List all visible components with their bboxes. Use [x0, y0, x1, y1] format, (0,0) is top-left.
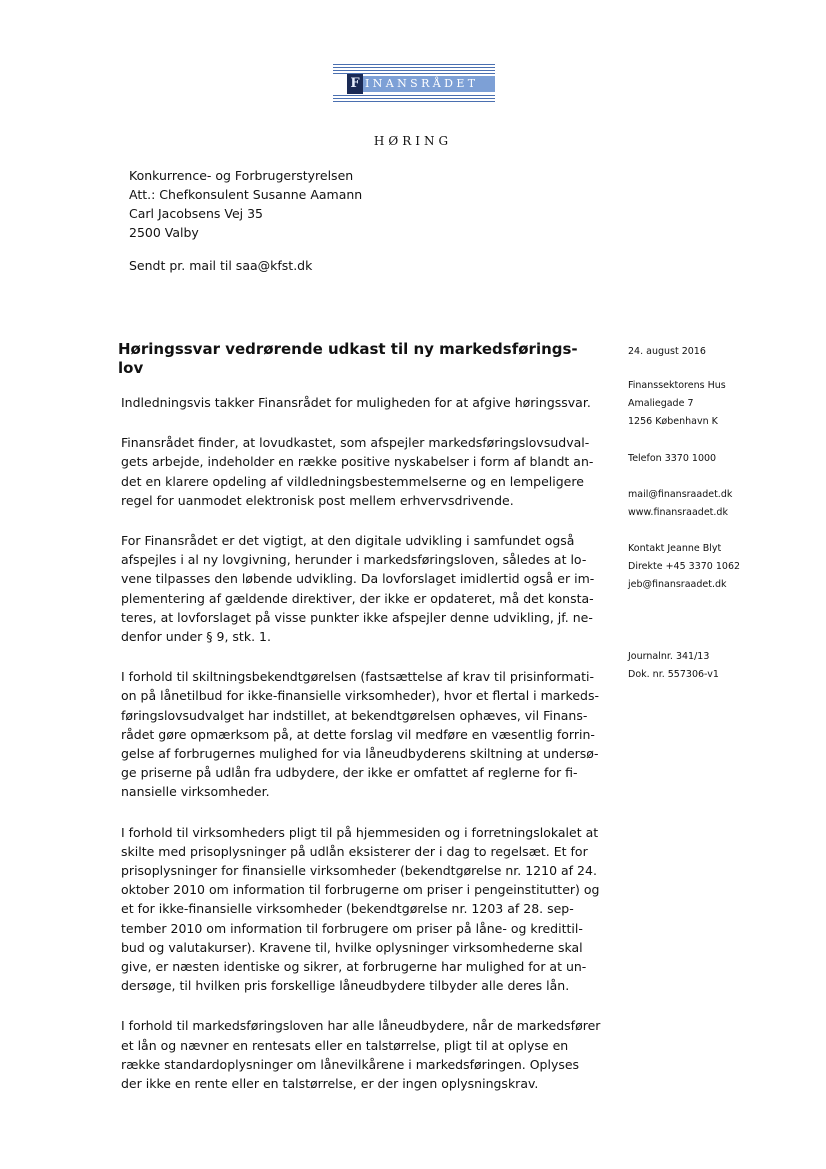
letter-date: 24. august 2016	[628, 346, 706, 357]
body-line: nansielle virksomheder.	[121, 784, 270, 800]
paragraph	[121, 1016, 601, 1093]
body-line: regel for uanmodet elektronisk post mellem erhvervsdrivende.	[121, 492, 514, 508]
body-line: ge priserne på udlån fra udbydere, der ikke er omfattet af reglerne for fi-	[121, 765, 578, 781]
sender-line: 1256 København K	[628, 416, 718, 427]
recipient-address	[129, 166, 362, 242]
sender-web	[628, 486, 732, 522]
logo-word: INANSRÅDET	[365, 77, 479, 90]
contact-info	[628, 540, 740, 594]
body-line: I forhold til virksomheders pligt til på hjemmesiden og i forretningslokalet at	[121, 824, 599, 840]
document-number: Dok. nr. 557306-v1	[628, 669, 719, 680]
body-line: gets arbejde, indeholder en række positive nyskabelser i form af blandt an-	[121, 454, 594, 470]
letter-body	[121, 393, 601, 1114]
sender-line: Amaliegade 7	[628, 398, 694, 409]
body-line: I forhold til markedsføringsloven har alle låneudbydere, når de markedsfører	[121, 1018, 601, 1034]
logo-letter: F	[347, 74, 363, 94]
sender-phone: Telefon 3370 1000	[628, 453, 717, 464]
contact-direct: Direkte +45 3370 1062	[628, 561, 741, 572]
body-line: teres, at lovforslaget på visse punkter ikke afspejler denne udvikling, jf. ne-	[121, 609, 593, 625]
body-line: tember 2010 om information til forbrugere om priser på låne- og kredittil-	[121, 920, 583, 936]
sent-line: Sendt pr. mail til saa@kfst.dk	[129, 258, 313, 273]
body-line: plementering af gældende direktiver, der ikke er opdateret, må det konsta-	[121, 590, 594, 606]
body-line: on på lånetilbud for ikke-finansielle virksomheder), hvor et flertal i markeds-	[121, 688, 600, 704]
body-line: et for ikke-finansielle virksomheder (bekendtgørelse nr. 1203 af 28. sep-	[121, 901, 574, 917]
paragraph	[121, 393, 591, 412]
body-line: For Finansrådet er det vigtigt, at den digitale udvikling i samfundet også	[121, 533, 575, 549]
body-line: afspejles i al ny lovgivning, herunder i markedsføringsloven, således at lo-	[121, 552, 587, 568]
body-line: føringslovsudvalget har indstillet, at bekendtgørelsen ophæves, vil Finans-	[121, 707, 588, 723]
recipient-line: Att.: Chefkonsulent Susanne Aamann	[129, 187, 363, 202]
sender-address	[628, 377, 726, 431]
paragraph	[121, 667, 600, 801]
body-line: vene tilpasses den løbende udvikling. Da lovforslaget imidlertid også er im-	[121, 571, 595, 587]
document-refs	[628, 648, 719, 684]
body-line: skilte med prisoplysninger på udlån eksisterer der i dag to regelsæt. Et for	[121, 843, 588, 859]
paragraph	[121, 531, 595, 646]
sender-email[interactable]: mail@finansraadet.dk	[628, 489, 733, 500]
body-line: I forhold til skiltningsbekendtgørelsen (fastsættelse af krav til prisinformati-	[121, 669, 595, 685]
contact-name: Kontakt Jeanne Blyt	[628, 543, 722, 554]
heading-line: lov	[118, 359, 144, 377]
body-line: rådet gøre opmærksom på, at dette forslag vil medføre en væsentlig forrin-	[121, 726, 595, 742]
sender-website[interactable]: www.finansraadet.dk	[628, 507, 728, 518]
paragraph	[121, 433, 594, 510]
recipient-line: Konkurrence- og Forbrugerstyrelsen	[129, 168, 354, 183]
body-line: det en klarere opdeling af vildledningsbestemmelserne og en lempeligere	[121, 473, 584, 489]
sender-line: Finanssektorens Hus	[628, 380, 726, 391]
recipient-line: 2500 Valby	[129, 225, 199, 240]
recipient-line: Carl Jacobsens Vej 35	[129, 206, 264, 221]
journal-number: Journalnr. 341/13	[628, 651, 710, 662]
body-line: der ikke en rente eller en talstørrelse, er der ingen oplysningskrav.	[121, 1076, 539, 1092]
body-line: Finansrådet finder, at lovudkastet, som afspejler markedsføringslovsudval-	[121, 435, 590, 451]
body-line: prisoplysninger for finansielle virksomheder (bekendtgørelse nr. 1210 af 24.	[121, 863, 597, 879]
body-line: bud og valutakurser). Kravene til, hvilke oplysninger virksomhederne skal	[121, 939, 583, 955]
body-line: et lån og nævner en rentesats eller en talstørrelse, pligt til at oplyse en	[121, 1037, 569, 1053]
paragraph	[121, 823, 600, 996]
body-line: gelse af forbrugernes mulighed for via låneudbyderens skiltning at undersø-	[121, 746, 599, 762]
finansraadet-logo	[333, 64, 495, 102]
body-line: Indledningsvis takker Finansrådet for muligheden for at afgive høringssvar.	[121, 395, 591, 410]
body-line: oktober 2010 om information til forbrugerne om priser i pengeinstitutter) og	[121, 882, 600, 898]
contact-email[interactable]: jeb@finansraadet.dk	[628, 579, 727, 590]
body-line: denfor under § 9, stk. 1.	[121, 629, 271, 645]
document-type: HØRING	[373, 134, 453, 148]
body-line: dersøge, til hvilken pris forskellige låneudbydere tilbyder alle deres lån.	[121, 978, 570, 994]
body-line: række standardoplysninger om lånevilkårene i markedsføringen. Oplyses	[121, 1056, 580, 1072]
body-line: give, er næsten identiske og sikrer, at forbrugerne har mulighed for at un-	[121, 959, 587, 975]
letter-heading	[118, 340, 588, 378]
heading-line: Høringssvar vedrørende udkast til ny markedsførings-	[118, 340, 578, 358]
